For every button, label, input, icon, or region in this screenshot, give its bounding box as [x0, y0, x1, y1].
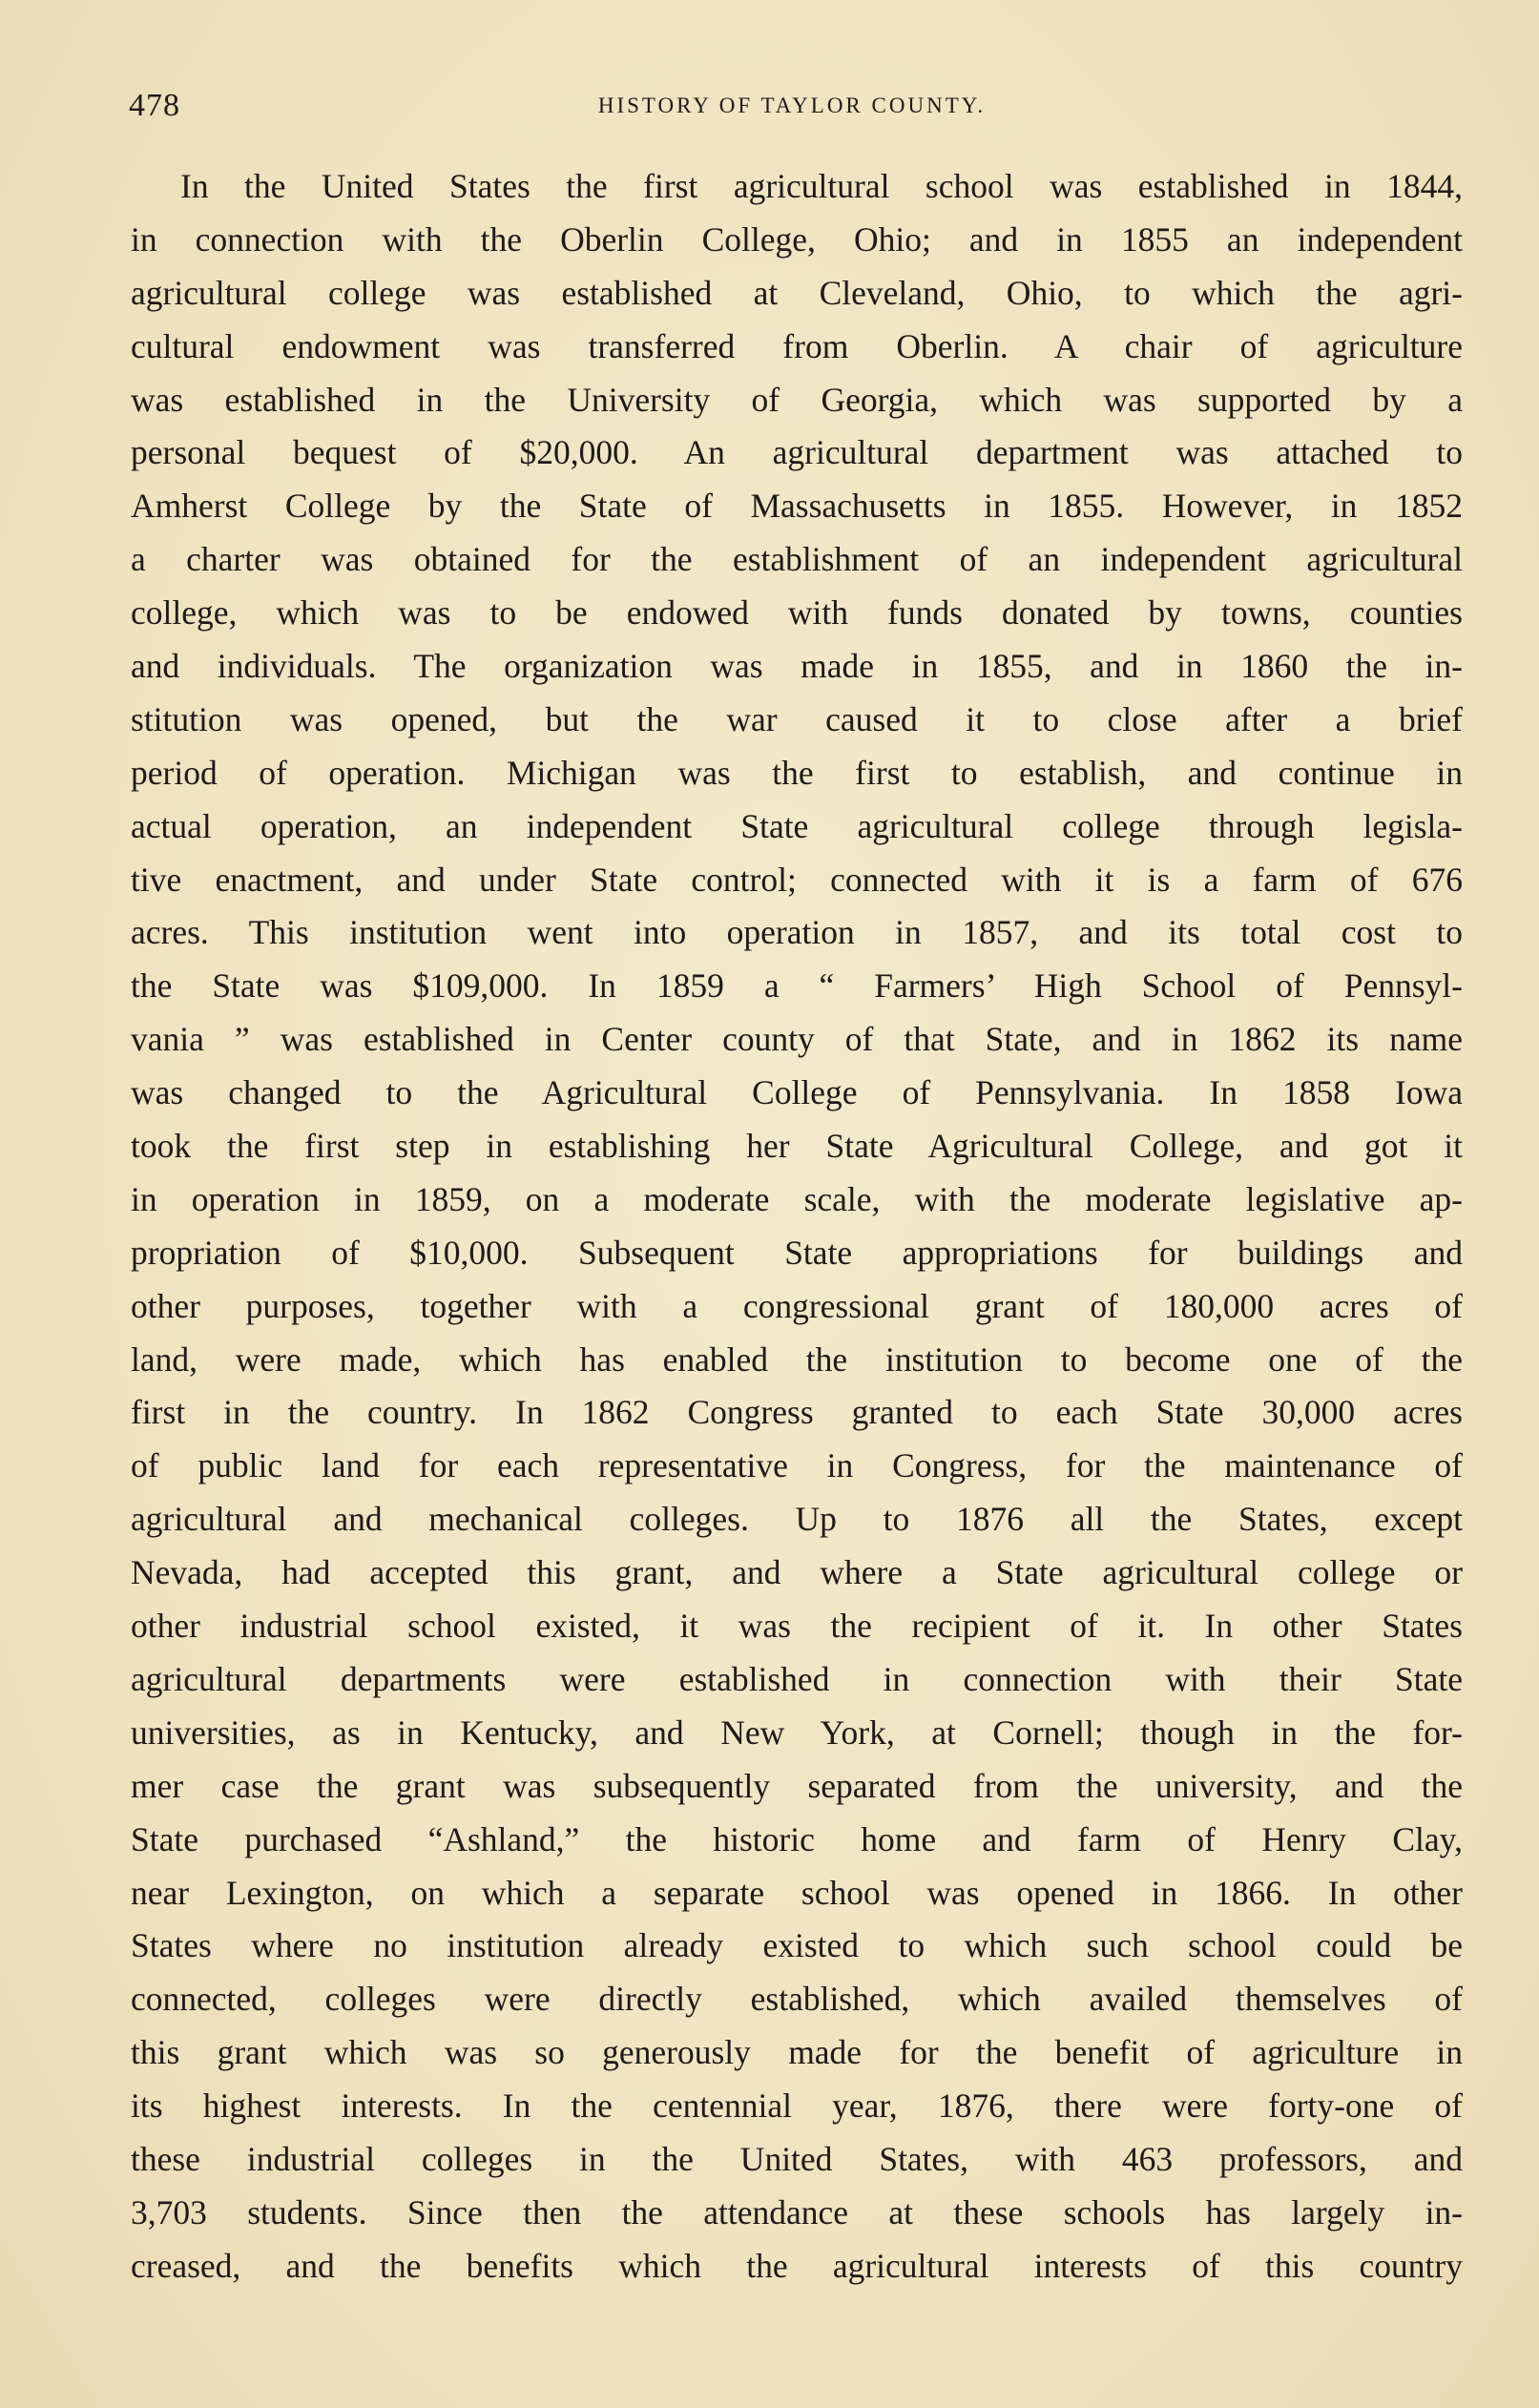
text-line: near Lexington, on which a separate school was opened in 1866. In other: [131, 1873, 1463, 1912]
text-line: was changed to the Agricultural College of Pennsylvania. In 1858 Iowa: [131, 1073, 1463, 1112]
text-line: agricultural departments were established in connection with their State: [131, 1659, 1463, 1698]
text-line: universities, as in Kentucky, and New York, at Cornell; though in the for-: [131, 1713, 1463, 1752]
text-line: State purchased “Ashland,” the historic home and farm of Henry Clay,: [131, 1819, 1463, 1858]
text-line: these industrial colleges in the United States, with 463 professors, and: [131, 2139, 1463, 2178]
text-line: in connection with the Oberlin College, Ohio; and in 1855 an independent: [131, 219, 1463, 259]
text-line: the State was $109,000. In 1859 a “ Farmers’ High School of Pennsyl-: [131, 966, 1463, 1006]
text-line: personal bequest of $20,000. An agricultural department was attached to: [131, 433, 1463, 472]
text-line: 3,703 students. Since then the attendance at these schools has largely in-: [131, 2192, 1463, 2232]
text-line: took the first step in establishing her State Agricultural College, and got it: [131, 1127, 1463, 1166]
text-line: In the United States the first agricultural school was established in 1844,: [180, 167, 1463, 205]
text-line: Nevada, had accepted this grant, and where a State agricultural college or: [131, 1553, 1463, 1592]
text-line: period of operation. Michigan was the first to establish, and continue in: [131, 753, 1463, 792]
text-line: actual operation, an independent State agricultural college through legisla-: [131, 806, 1463, 845]
text-line: vania ” was established in Center county of that State, and in 1862 its name: [131, 1020, 1463, 1059]
text-line: of public land for each representative in Congress, for the maintenance of: [131, 1446, 1463, 1485]
text-line: stitution was opened, but the war caused it to close after a brief: [131, 699, 1463, 738]
text-line: agricultural college was established at Cleveland, Ohio, to which the agri-: [131, 273, 1463, 312]
text-line: other industrial school existed, it was the recipient of it. In other States: [131, 1607, 1463, 1646]
text-line: tive enactment, and under State control; connected with it is a farm of 676: [131, 860, 1463, 899]
text-line: other purposes, together with a congressional grant of 180,000 acres of: [131, 1286, 1463, 1325]
text-line: was established in the University of Georgia, which was supported by a: [131, 380, 1463, 419]
text-line: a charter was obtained for the establishment of an independent agricultural: [131, 540, 1463, 579]
text-line: Amherst College by the State of Massachusetts in 1855. However, in 1852: [131, 487, 1463, 526]
text-line: land, were made, which has enabled the institution to become one of the: [131, 1339, 1463, 1379]
text-line: mer case the grant was subsequently separated from the university, and the: [131, 1766, 1463, 1805]
text-line: college, which was to be endowed with funds donated by towns, counties: [131, 593, 1463, 633]
text-line: first in the country. In 1862 Congress granted to each State 30,000 acres: [131, 1393, 1463, 1432]
running-head: HISTORY OF TAYLOR COUNTY.: [597, 93, 987, 117]
page-header: [129, 88, 1455, 135]
text-line: in operation in 1859, on a moderate scale, with the moderate legislative ap-: [131, 1179, 1463, 1218]
text-line: acres. This institution went into operation in 1857, and its total cost to: [131, 913, 1463, 952]
text-line: agricultural and mechanical colleges. Up to 1876 all the States, except: [131, 1500, 1463, 1539]
text-line: connected, colleges were directly established, which availed themselves of: [131, 1980, 1463, 2019]
text-line: creased, and the benefits which the agricultural interests of this country: [131, 2246, 1463, 2285]
text-line: cultural endowment was transferred from Oberlin. A chair of agriculture: [131, 326, 1463, 365]
text-line: its highest interests. In the centennial year, 1876, there were forty-one of: [131, 2086, 1463, 2126]
text-line: propriation of $10,000. Subsequent State appropriations for buildings and: [131, 1233, 1463, 1272]
text-line: this grant which was so generously made for the benefit of agriculture in: [131, 2033, 1463, 2072]
page-number: 478: [129, 88, 180, 123]
text-line: and individuals. The organization was made in 1855, and in 1860 the in-: [131, 647, 1463, 686]
text-line: States where no institution already existed to which such school could be: [131, 1926, 1463, 1965]
body-paragraph: [131, 160, 1463, 2294]
